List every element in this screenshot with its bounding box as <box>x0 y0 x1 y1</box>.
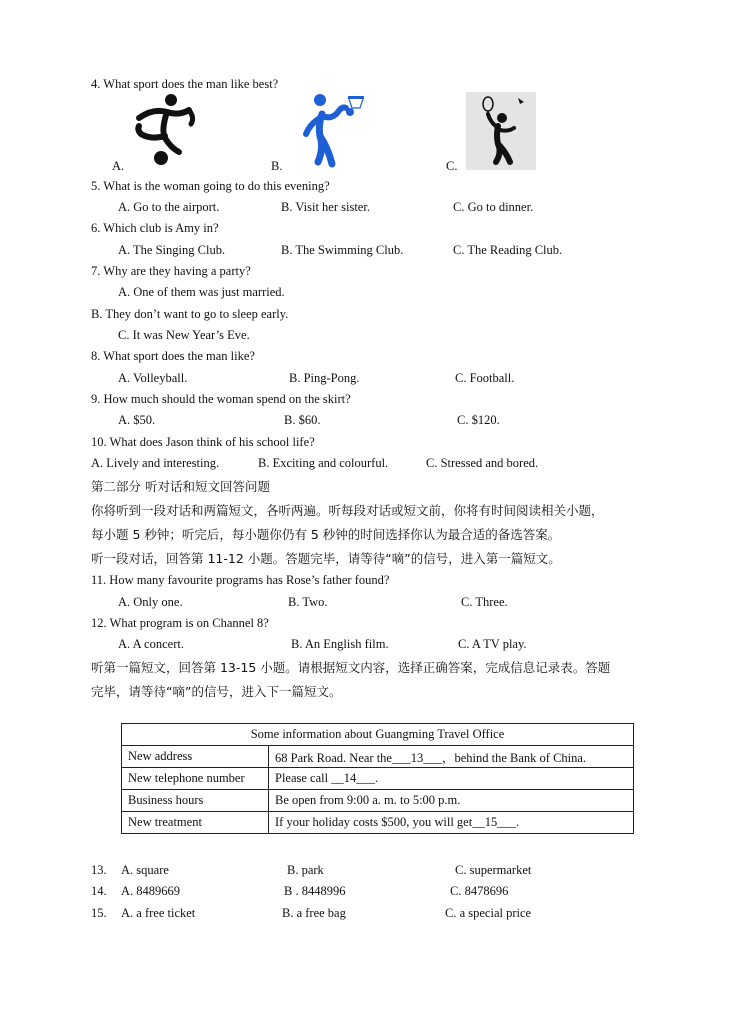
q13-option-c: C. supermarket <box>455 863 532 877</box>
q11-stem: 11. How many favourite programs has Rose’s father found? <box>91 573 390 587</box>
passage1-instruction-2: 完毕，请等待“嘀”的信号，进入下一篇短文。 <box>91 684 342 699</box>
q10-option-c: C. Stressed and bored. <box>426 456 539 470</box>
badminton-player-icon <box>466 92 536 170</box>
part2-title: 第二部分 听对话和短文回答问题 <box>91 479 270 494</box>
q15-option-a: A. a free ticket <box>121 906 196 920</box>
q15-number: 15. <box>91 906 107 920</box>
q10-option-a: A. Lively and interesting. <box>91 456 220 470</box>
q4-option-c-label: C. <box>446 159 458 173</box>
row-value: 68 Park Road. Near the___13___，behind the Bank of China. <box>269 746 634 768</box>
q12-option-c: C. A TV play. <box>458 637 527 651</box>
q14-number: 14. <box>91 884 107 898</box>
blank-15: __15___ <box>472 815 516 829</box>
row-value: Be open from 9:00 a. m. to 5:00 p.m. <box>269 790 634 812</box>
q12-option-b: B. An English film. <box>291 637 389 651</box>
q8-stem: 8. What sport does the man like? <box>91 349 255 363</box>
q9-stem: 9. How much should the woman spend on the skirt? <box>91 392 351 406</box>
q11-option-b: B. Two. <box>288 595 328 609</box>
q5-option-c: C. Go to dinner. <box>453 200 534 214</box>
q7-option-c: C. It was New Year’s Eve. <box>118 328 250 342</box>
table-row <box>122 746 634 768</box>
q5-option-a: A. Go to the airport. <box>118 200 220 214</box>
q14-option-a: A. 8489669 <box>121 884 181 898</box>
q5-stem: 5. What is the woman going to do this evening? <box>91 179 330 193</box>
q13-option-b: B. park <box>287 863 324 877</box>
q15-option-c: C. a special price <box>445 906 532 920</box>
row-value: If your holiday costs $500, you will get__15___. <box>269 812 634 834</box>
travel-office-info-table <box>121 723 634 834</box>
q11-option-c: C. Three. <box>461 595 508 609</box>
q14-option-b: B . 8448996 <box>284 884 346 898</box>
table-row <box>122 768 634 790</box>
blank-14: __14___ <box>331 771 375 785</box>
basketball-player-icon <box>298 90 370 172</box>
row-key: New treatment <box>122 812 269 834</box>
q13-number: 13. <box>91 863 107 877</box>
table-header: Some information about Guangming Travel Office <box>122 724 634 746</box>
q6-option-a: A. The Singing Club. <box>118 243 226 257</box>
q7-option-b: B. They don’t want to go to sleep early. <box>91 307 289 321</box>
table-row <box>122 790 634 812</box>
q4-option-a-label: A. <box>112 159 125 173</box>
q9-option-a: A. $50. <box>118 413 156 427</box>
q5-option-b: B. Visit her sister. <box>281 200 370 214</box>
row-key: New telephone number <box>122 768 269 790</box>
q9-option-b: B. $60. <box>284 413 321 427</box>
q8-option-c: C. Football. <box>455 371 515 385</box>
blank-13: ___13___ <box>391 750 442 765</box>
q6-option-c: C. The Reading Club. <box>453 243 563 257</box>
q13-option-a: A. square <box>121 863 169 877</box>
q9-option-c: C. $120. <box>457 413 500 427</box>
row-key: Business hours <box>122 790 269 812</box>
q10-stem: 10. What does Jason think of his school life? <box>91 435 315 449</box>
q8-option-a: A. Volleyball. <box>118 371 188 385</box>
part2-instruction-3: 听一段对话，回答第 11-12 小题。答题完毕，请等待“嘀”的信号，进入第一篇短文。 <box>91 551 561 566</box>
q8-option-b: B. Ping-Pong. <box>289 371 360 385</box>
soccer-player-icon <box>131 90 203 168</box>
part2-instruction-2: 每小题 5 秒钟；听完后，每小题你仍有 5 秒钟的时间选择你认为最合适的备选答案。 <box>91 527 561 542</box>
q12-option-a: A. A concert. <box>118 637 184 651</box>
part2-instruction-1: 你将听到一段对话和两篇短文，各听两遍。听每段对话或短文前，你将有时间阅读相关小题， <box>91 503 604 518</box>
q14-option-c: C. 8478696 <box>450 884 509 898</box>
q6-stem: 6. Which club is Amy in? <box>91 221 219 235</box>
q11-option-a: A. Only one. <box>118 595 183 609</box>
q4-option-b-label: B. <box>271 159 283 173</box>
q10-option-b: B. Exciting and colourful. <box>258 456 389 470</box>
q6-option-b: B. The Swimming Club. <box>281 243 404 257</box>
row-value: Please call __14___. <box>269 768 634 790</box>
q12-stem: 12. What program is on Channel 8? <box>91 616 269 630</box>
table-row <box>122 812 634 834</box>
row-key: New address <box>122 746 269 768</box>
q15-option-b: B. a free bag <box>282 906 346 920</box>
q7-stem: 7. Why are they having a party? <box>91 264 251 278</box>
passage1-instruction-1: 听第一篇短文，回答第 13-15 小题。请根据短文内容，选择正确答案，完成信息记录表。答题 <box>91 660 611 675</box>
q4-stem: 4. What sport does the man like best? <box>91 77 279 91</box>
q7-option-a: A. One of them was just married. <box>118 285 285 299</box>
